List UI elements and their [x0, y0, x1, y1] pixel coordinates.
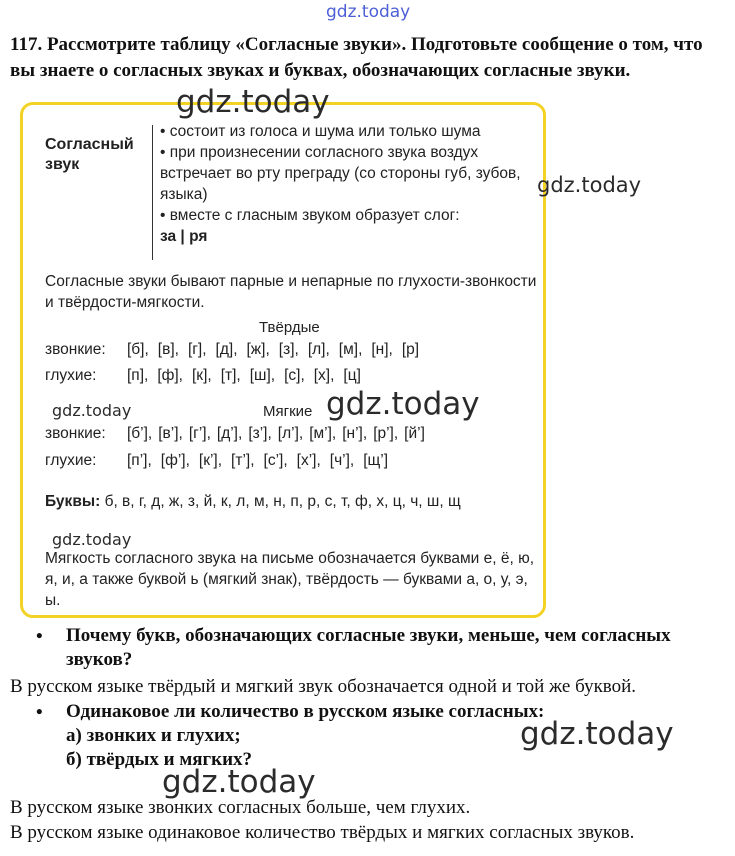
sound: [ф’],: [160, 452, 190, 469]
soft-voiceless-row: [45, 452, 397, 470]
syllable-example: за | ря: [160, 228, 208, 245]
sound: [г’],: [188, 425, 211, 442]
sound: [г],: [187, 341, 207, 358]
watermark: gdz.today: [52, 401, 132, 420]
sound: [ш],: [249, 367, 276, 384]
sound: [в’],: [158, 425, 183, 442]
paired-text: Согласные звуки бывают парные и непарные по глухости-звонкости и твёрдости-мягкости.: [45, 273, 537, 311]
sound: [п],: [127, 367, 149, 384]
hard-header: Твёрдые: [259, 319, 320, 336]
sound: [з’],: [248, 425, 272, 442]
sound: [к’],: [198, 452, 223, 469]
sound: [з],: [278, 341, 299, 358]
soft-header: Мягкие: [263, 403, 313, 420]
watermark: gdz.today: [537, 173, 642, 197]
definition-list: [160, 121, 534, 247]
letters-block: [45, 491, 539, 513]
sound: [ф],: [157, 367, 183, 384]
sound: [н’],: [342, 425, 368, 442]
definition-item: [160, 205, 534, 247]
hard-voiceless-row: [45, 367, 370, 385]
answer-2-part-1: В русском языке звонких согласных больше, чем глухих.: [10, 797, 471, 818]
sound: [с’],: [263, 452, 288, 469]
sound: [л’],: [277, 425, 304, 442]
voiced-label: звонкие:: [45, 341, 106, 358]
sound: [т],: [220, 367, 241, 384]
sound: [ц]: [343, 367, 361, 384]
definition-item-text: вместе с гласным звуком образует слог:: [169, 207, 460, 224]
soft-voiced-row: [45, 425, 425, 443]
letters-label: Буквы:: [45, 493, 101, 510]
sound: [р’],: [373, 425, 399, 442]
sound: [б’],: [127, 425, 153, 442]
sound: [в],: [157, 341, 179, 358]
task-text: 117. Рассмотрите таблицу «Согласные звуки». Подготовьте сообщение о том, что вы знаете о согласных звуках и буквах, обозначающих согласные звуки.: [10, 34, 703, 81]
question-bullet: •: [36, 626, 43, 647]
sound: [к],: [191, 367, 212, 384]
sound: [ж],: [246, 341, 270, 358]
sound: [м’],: [309, 425, 337, 442]
question-1: Почему букв, обозначающих согласные звуки, меньше, чем согласных звуков?: [66, 625, 671, 670]
question-bullet: •: [36, 702, 43, 723]
sound: [х],: [313, 367, 335, 384]
hard-voiceless-sounds: [127, 367, 370, 385]
voiceless-label: глухие:: [45, 452, 97, 469]
watermark: gdz.today: [52, 530, 132, 549]
softness-text: Мягкость согласного звука на письме обозначается буквами е, ё, ю, я, и, а также буквой ь (мягкий знак), твёрдость — буквами а, о, у, э, ы.: [45, 550, 535, 609]
sound: [т’],: [231, 452, 255, 469]
definition-item: • при произнесении согласного звука воздух встречает во рту преграду (со стороны губ, зубов, языка): [160, 142, 534, 205]
sound: [д],: [215, 341, 238, 358]
sound: [х’],: [296, 452, 321, 469]
sound: [й’]: [404, 425, 425, 442]
soft-voiceless-sounds: [127, 452, 397, 470]
soft-voiced-sounds: [127, 425, 425, 443]
sound: [щ’]: [363, 452, 389, 469]
letters-list: б, в, г, д, ж, з, й, к, л, м, н, п, р, с, т, ф, х, ц, ч, ш, щ: [104, 493, 461, 510]
answer-2-part-2: В русском языке одинаковое количество твёрдых и мягких согласных звуков.: [10, 822, 635, 843]
answer-1: В русском языке твёрдый и мягкий звук обозначается одной и той же буквой.: [10, 676, 637, 697]
sound: [п’],: [127, 452, 152, 469]
watermark: gdz.today: [520, 716, 674, 752]
divider-line: [152, 125, 153, 260]
sound: [м],: [338, 341, 363, 358]
sound: [н],: [371, 341, 393, 358]
watermark: gdz.today: [176, 84, 330, 120]
watermark: gdz.today: [162, 764, 316, 800]
sound: [б],: [127, 341, 149, 358]
question-2-option-a: а) звонких и глухих;: [66, 725, 241, 746]
hard-voiced-row: [45, 341, 428, 359]
definition-item: • состоит из голоса и шума или только шума: [160, 121, 534, 142]
question-2: Одинаковое ли количество в русском языке согласных:: [66, 701, 545, 722]
sound: [ч’],: [329, 452, 355, 469]
sound: [л],: [307, 341, 330, 358]
watermark-top: gdz.today: [326, 2, 411, 22]
sound: [р]: [401, 341, 420, 358]
hard-voiced-sounds: [127, 341, 428, 359]
term-consonant: Согласный звук: [45, 136, 134, 173]
question-2-option-b: б) твёрдых и мягких?: [66, 749, 253, 770]
sound: [с],: [284, 367, 305, 384]
voiceless-label: глухие:: [45, 367, 97, 384]
sound: [д’],: [216, 425, 243, 442]
voiced-label: звонкие:: [45, 425, 106, 442]
watermark: gdz.today: [326, 386, 480, 422]
